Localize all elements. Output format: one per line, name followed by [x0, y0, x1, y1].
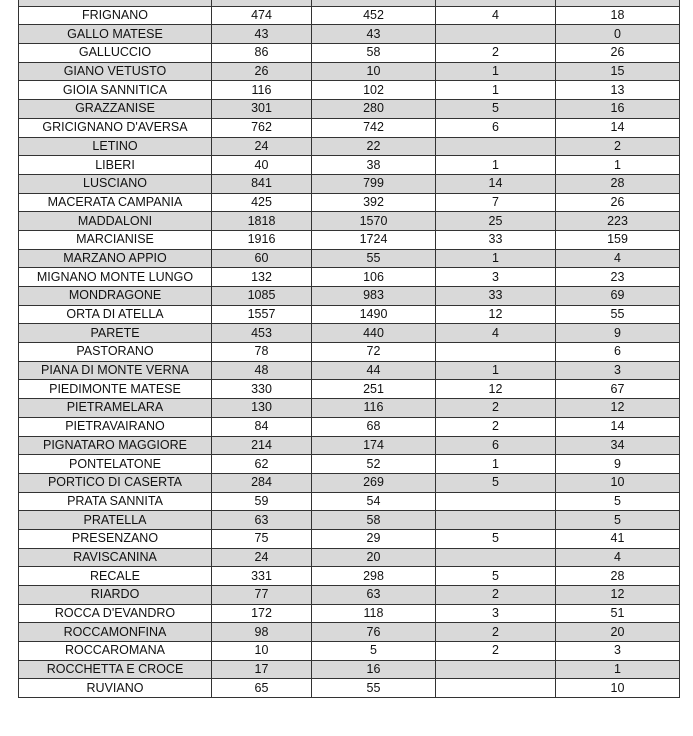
- col3-value-cell: 2: [436, 399, 556, 418]
- table-row: [19, 25, 680, 44]
- table-row: [19, 268, 680, 287]
- col1-value-cell: 130: [212, 399, 312, 418]
- municipality-cell: ROCCAMONFINA: [19, 623, 212, 642]
- municipality-cell: ORTA DI ATELLA: [19, 305, 212, 324]
- col2-value-cell: 58: [312, 44, 436, 63]
- municipality-cell: ROCCHETTA E CROCE: [19, 660, 212, 679]
- table-row: [19, 137, 680, 156]
- col1-value-cell: 284: [212, 473, 312, 492]
- municipality-cell: PIETRAMELARA: [19, 399, 212, 418]
- col2-value-cell: 10: [312, 62, 436, 81]
- table-row: [19, 511, 680, 530]
- col4-value-cell: 10: [556, 679, 680, 698]
- col2-value-cell: 269: [312, 473, 436, 492]
- col4-value-cell: 13: [556, 81, 680, 100]
- col4-value-cell: 12: [556, 399, 680, 418]
- municipality-cell: ROCCA D'EVANDRO: [19, 604, 212, 623]
- col3-value-cell: 6: [436, 118, 556, 137]
- municipality-cell: PRATELLA: [19, 511, 212, 530]
- col3-value-cell: [436, 679, 556, 698]
- col1-value-cell: 98: [212, 623, 312, 642]
- col1-value-cell: 40: [212, 156, 312, 175]
- col1-value-cell: 86: [212, 44, 312, 63]
- municipality-cell: ROCCAROMANA: [19, 642, 212, 661]
- col4-value-cell: 12: [556, 586, 680, 605]
- col3-value-cell: [436, 660, 556, 679]
- col4-value-cell: 18: [556, 6, 680, 25]
- col3-value-cell: 1: [436, 455, 556, 474]
- col1-value-cell: 301: [212, 100, 312, 119]
- municipality-cell: PORTICO DI CASERTA: [19, 473, 212, 492]
- col1-value-cell: 63: [212, 511, 312, 530]
- col2-value-cell: 440: [312, 324, 436, 343]
- col3-value-cell: 33: [436, 230, 556, 249]
- col4-value-cell: 0: [556, 25, 680, 44]
- col2-value-cell: 43: [312, 25, 436, 44]
- table-row: [19, 324, 680, 343]
- col3-value-cell: 5: [436, 100, 556, 119]
- municipality-cell: RAVISCANINA: [19, 548, 212, 567]
- table-row: [19, 100, 680, 119]
- col4-value-cell: 9: [556, 324, 680, 343]
- municipality-cell: GIOIA SANNITICA: [19, 81, 212, 100]
- table-row: [19, 548, 680, 567]
- municipality-cell: MONDRAGONE: [19, 287, 212, 306]
- col4-value-cell: 1: [556, 660, 680, 679]
- col1-value-cell: 17: [212, 660, 312, 679]
- col4-value-cell: 5: [556, 511, 680, 530]
- col2-value-cell: 983: [312, 287, 436, 306]
- col4-value-cell: 26: [556, 193, 680, 212]
- col1-value-cell: 116: [212, 81, 312, 100]
- table-row: [19, 529, 680, 548]
- col1-value-cell: 65: [212, 679, 312, 698]
- col3-value-cell: [436, 25, 556, 44]
- municipality-cell: PONTELATONE: [19, 455, 212, 474]
- col3-value-cell: 2: [436, 642, 556, 661]
- col3-value-cell: 1: [436, 81, 556, 100]
- col2-value-cell: 251: [312, 380, 436, 399]
- col3-value-cell: 5: [436, 529, 556, 548]
- table-row: [19, 249, 680, 268]
- col1-value-cell: 77: [212, 586, 312, 605]
- col4-value-cell: 9: [556, 455, 680, 474]
- col1-value-cell: 26: [212, 62, 312, 81]
- table-row: [19, 343, 680, 362]
- col4-value-cell: 223: [556, 212, 680, 231]
- table-row: [19, 193, 680, 212]
- col1-value-cell: 62: [212, 455, 312, 474]
- col1-value-cell: 1557: [212, 305, 312, 324]
- table-row: [19, 6, 680, 25]
- col2-value-cell: 68: [312, 417, 436, 436]
- col1-value-cell: 60: [212, 249, 312, 268]
- table-row: [19, 455, 680, 474]
- municipality-cell: LETINO: [19, 137, 212, 156]
- col3-value-cell: 2: [436, 623, 556, 642]
- col1-value-cell: 762: [212, 118, 312, 137]
- col2-value-cell: 392: [312, 193, 436, 212]
- col3-value-cell: 14: [436, 174, 556, 193]
- col3-value-cell: [436, 548, 556, 567]
- table-row: [19, 44, 680, 63]
- col4-value-cell: 16: [556, 100, 680, 119]
- col3-value-cell: 2: [436, 417, 556, 436]
- col4-value-cell: 4: [556, 249, 680, 268]
- col2-value-cell: 44: [312, 361, 436, 380]
- col2-value-cell: 116: [312, 399, 436, 418]
- col2-value-cell: 20: [312, 548, 436, 567]
- municipality-data-table: [18, 0, 680, 698]
- col4-value-cell: 26: [556, 44, 680, 63]
- col3-value-cell: 12: [436, 305, 556, 324]
- col2-value-cell: 55: [312, 679, 436, 698]
- col4-value-cell: 69: [556, 287, 680, 306]
- col3-value-cell: 12: [436, 380, 556, 399]
- col1-value-cell: 172: [212, 604, 312, 623]
- col3-value-cell: 25: [436, 212, 556, 231]
- municipality-cell: RECALE: [19, 567, 212, 586]
- col1-value-cell: 1818: [212, 212, 312, 231]
- col1-value-cell: 24: [212, 137, 312, 156]
- col1-value-cell: 84: [212, 417, 312, 436]
- col3-value-cell: 33: [436, 287, 556, 306]
- col2-value-cell: 52: [312, 455, 436, 474]
- col3-value-cell: 4: [436, 6, 556, 25]
- col2-value-cell: 118: [312, 604, 436, 623]
- col4-value-cell: 1: [556, 156, 680, 175]
- col3-value-cell: 2: [436, 44, 556, 63]
- col4-value-cell: 3: [556, 361, 680, 380]
- table-row: [19, 305, 680, 324]
- col1-value-cell: 75: [212, 529, 312, 548]
- col3-value-cell: [436, 137, 556, 156]
- municipality-cell: MARZANO APPIO: [19, 249, 212, 268]
- table-row: [19, 174, 680, 193]
- municipality-cell: PRESENZANO: [19, 529, 212, 548]
- municipality-cell: MACERATA CAMPANIA: [19, 193, 212, 212]
- col3-value-cell: [436, 343, 556, 362]
- col1-value-cell: 48: [212, 361, 312, 380]
- municipality-cell: GALLO MATESE: [19, 25, 212, 44]
- col1-value-cell: 474: [212, 6, 312, 25]
- col1-value-cell: 132: [212, 268, 312, 287]
- col2-value-cell: 106: [312, 268, 436, 287]
- table-row: [19, 604, 680, 623]
- municipality-cell: FRIGNANO: [19, 6, 212, 25]
- col4-value-cell: 14: [556, 417, 680, 436]
- table-row: [19, 399, 680, 418]
- table-row: [19, 81, 680, 100]
- municipality-cell: GRAZZANISE: [19, 100, 212, 119]
- col3-value-cell: 7: [436, 193, 556, 212]
- col2-value-cell: 1570: [312, 212, 436, 231]
- municipality-cell: MARCIANISE: [19, 230, 212, 249]
- col3-value-cell: 2: [436, 586, 556, 605]
- col4-value-cell: 15: [556, 62, 680, 81]
- col4-value-cell: 28: [556, 174, 680, 193]
- municipality-cell: GIANO VETUSTO: [19, 62, 212, 81]
- table-row: [19, 473, 680, 492]
- col4-value-cell: 4: [556, 548, 680, 567]
- col1-value-cell: 78: [212, 343, 312, 362]
- col2-value-cell: 1724: [312, 230, 436, 249]
- col3-value-cell: [436, 511, 556, 530]
- col2-value-cell: 742: [312, 118, 436, 137]
- table-row: [19, 679, 680, 698]
- col3-value-cell: 5: [436, 473, 556, 492]
- col2-value-cell: 1490: [312, 305, 436, 324]
- col2-value-cell: 54: [312, 492, 436, 511]
- col1-value-cell: 59: [212, 492, 312, 511]
- municipality-cell: PRATA SANNITA: [19, 492, 212, 511]
- table-row: [19, 642, 680, 661]
- table-row: [19, 212, 680, 231]
- col2-value-cell: 298: [312, 567, 436, 586]
- col4-value-cell: 5: [556, 492, 680, 511]
- table-row: [19, 660, 680, 679]
- col1-value-cell: 425: [212, 193, 312, 212]
- col4-value-cell: 3: [556, 642, 680, 661]
- table-row: [19, 492, 680, 511]
- table-row: [19, 586, 680, 605]
- col3-value-cell: 1: [436, 156, 556, 175]
- col2-value-cell: 174: [312, 436, 436, 455]
- col4-value-cell: 28: [556, 567, 680, 586]
- col1-value-cell: 43: [212, 25, 312, 44]
- col2-value-cell: 102: [312, 81, 436, 100]
- col3-value-cell: 3: [436, 268, 556, 287]
- col2-value-cell: 38: [312, 156, 436, 175]
- col3-value-cell: 4: [436, 324, 556, 343]
- table-row: [19, 62, 680, 81]
- table-body: [19, 0, 680, 698]
- col2-value-cell: 5: [312, 642, 436, 661]
- municipality-cell: LUSCIANO: [19, 174, 212, 193]
- col4-value-cell: 34: [556, 436, 680, 455]
- col3-value-cell: 1: [436, 361, 556, 380]
- municipality-cell: PIGNATARO MAGGIORE: [19, 436, 212, 455]
- table-row: [19, 361, 680, 380]
- col2-value-cell: 22: [312, 137, 436, 156]
- col4-value-cell: 67: [556, 380, 680, 399]
- table-row: [19, 567, 680, 586]
- col2-value-cell: 280: [312, 100, 436, 119]
- col2-value-cell: 76: [312, 623, 436, 642]
- col1-value-cell: 330: [212, 380, 312, 399]
- table-row: [19, 436, 680, 455]
- col2-value-cell: 799: [312, 174, 436, 193]
- col1-value-cell: 331: [212, 567, 312, 586]
- col4-value-cell: 55: [556, 305, 680, 324]
- col4-value-cell: 14: [556, 118, 680, 137]
- col2-value-cell: 58: [312, 511, 436, 530]
- col2-value-cell: 29: [312, 529, 436, 548]
- municipality-cell: PASTORANO: [19, 343, 212, 362]
- municipality-cell: MIGNANO MONTE LUNGO: [19, 268, 212, 287]
- col2-value-cell: 72: [312, 343, 436, 362]
- table-row: [19, 118, 680, 137]
- col1-value-cell: 214: [212, 436, 312, 455]
- municipality-cell: LIBERI: [19, 156, 212, 175]
- col3-value-cell: [436, 492, 556, 511]
- col3-value-cell: 1: [436, 62, 556, 81]
- municipality-cell: RUVIANO: [19, 679, 212, 698]
- col4-value-cell: 41: [556, 529, 680, 548]
- col4-value-cell: 23: [556, 268, 680, 287]
- table-row: [19, 380, 680, 399]
- col1-value-cell: 10: [212, 642, 312, 661]
- table-row: [19, 623, 680, 642]
- municipality-cell: PIETRAVAIRANO: [19, 417, 212, 436]
- col4-value-cell: 2: [556, 137, 680, 156]
- col4-value-cell: 51: [556, 604, 680, 623]
- municipality-cell: RIARDO: [19, 586, 212, 605]
- col4-value-cell: 20: [556, 623, 680, 642]
- col2-value-cell: 55: [312, 249, 436, 268]
- municipality-cell: PARETE: [19, 324, 212, 343]
- col1-value-cell: 24: [212, 548, 312, 567]
- col3-value-cell: 1: [436, 249, 556, 268]
- col3-value-cell: 3: [436, 604, 556, 623]
- col4-value-cell: 6: [556, 343, 680, 362]
- col4-value-cell: 10: [556, 473, 680, 492]
- municipality-cell: GRICIGNANO D'AVERSA: [19, 118, 212, 137]
- col3-value-cell: 6: [436, 436, 556, 455]
- col1-value-cell: 453: [212, 324, 312, 343]
- col1-value-cell: 841: [212, 174, 312, 193]
- col2-value-cell: 16: [312, 660, 436, 679]
- col2-value-cell: 452: [312, 6, 436, 25]
- municipality-cell: PIEDIMONTE MATESE: [19, 380, 212, 399]
- table-row: [19, 156, 680, 175]
- col4-value-cell: 159: [556, 230, 680, 249]
- col3-value-cell: 5: [436, 567, 556, 586]
- municipality-cell: GALLUCCIO: [19, 44, 212, 63]
- table-row: [19, 287, 680, 306]
- municipality-cell: PIANA DI MONTE VERNA: [19, 361, 212, 380]
- col1-value-cell: 1085: [212, 287, 312, 306]
- table-row: [19, 417, 680, 436]
- col2-value-cell: 63: [312, 586, 436, 605]
- table-row: [19, 230, 680, 249]
- municipality-cell: MADDALONI: [19, 212, 212, 231]
- col1-value-cell: 1916: [212, 230, 312, 249]
